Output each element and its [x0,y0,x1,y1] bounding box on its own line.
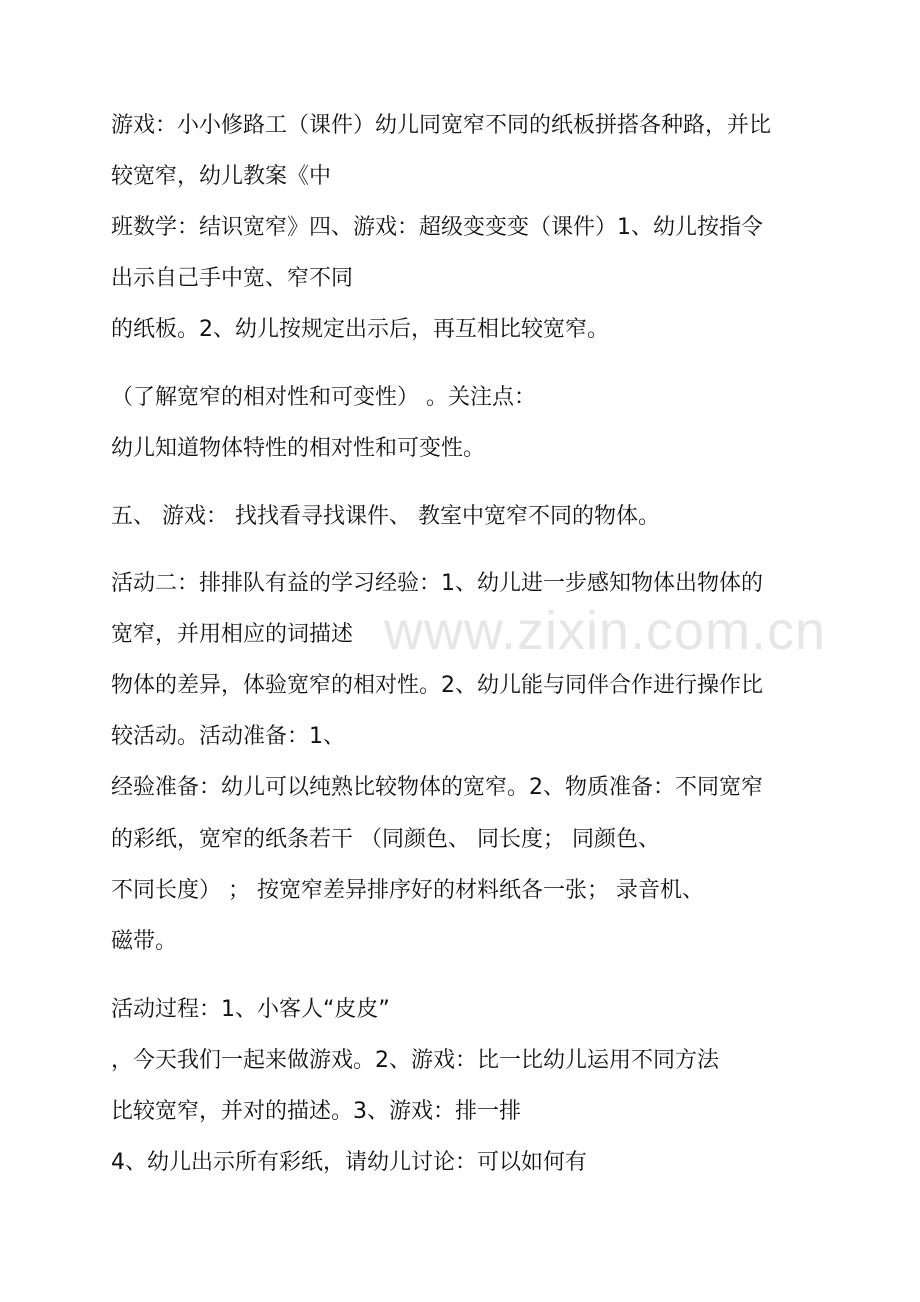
text-line: 4、幼儿出示所有彩纸，请幼儿讨论：可以如何有 [111,1150,587,1175]
text-line: 幼儿知道物体特性的相对性和可变性。 [111,436,486,461]
text-line: 游戏：小小修路工（课件）幼儿同宽窄不同的纸板拼搭各种路，并比 [111,113,772,138]
watermark: www.zixin.com.cn [384,601,827,661]
text-line: 较宽窄，幼儿教案《中 [111,164,332,189]
text-line: 磁带。 [111,929,178,954]
text-line: 比较宽窄，并对的描述。3、游戏：排一排 [111,1099,521,1124]
text-line: 的彩纸，宽窄的纸条若干 （同颜色、 同长度； 同颜色、 [111,827,660,852]
text-line: 出示自己手中宽、窄不同 [111,266,354,291]
text-line: 活动二：排排队有益的学习经验：1、幼儿进一步感知物体出物体的 [111,571,763,596]
text-line: 宽窄，并用相应的词描述 [111,622,354,647]
text-line: （了解宽窄的相对性和可变性） 。关注点： [111,385,536,410]
text-line: 不同长度） ； 按宽窄差异排序好的材料纸各一张； 录音机、 [111,878,704,903]
text-line: 的纸板。2、幼儿按规定出示后，再互相比较宽窄。 [111,317,609,342]
text-line: 较活动。活动准备：1、 [111,724,345,749]
text-line: 物体的差异，体验宽窄的相对性。2、幼儿能与同伴合作进行操作比 [111,673,763,698]
text-line: 班数学：结识宽窄》四、游戏：超级变变变（课件）1、幼儿按指令 [111,215,763,240]
text-line: ，今天我们一起来做游戏。2、游戏：比一比幼儿运用不同方法 [111,1048,719,1073]
text-line: 五、 游戏： 找找看寻找课件、 教室中宽窄不同的物体。 [111,504,660,529]
text-line: 活动过程：1、小客人“皮皮” [111,997,390,1022]
text-line: 经验准备：幼儿可以纯熟比较物体的宽窄。2、物质准备：不同宽窄 [111,775,763,800]
